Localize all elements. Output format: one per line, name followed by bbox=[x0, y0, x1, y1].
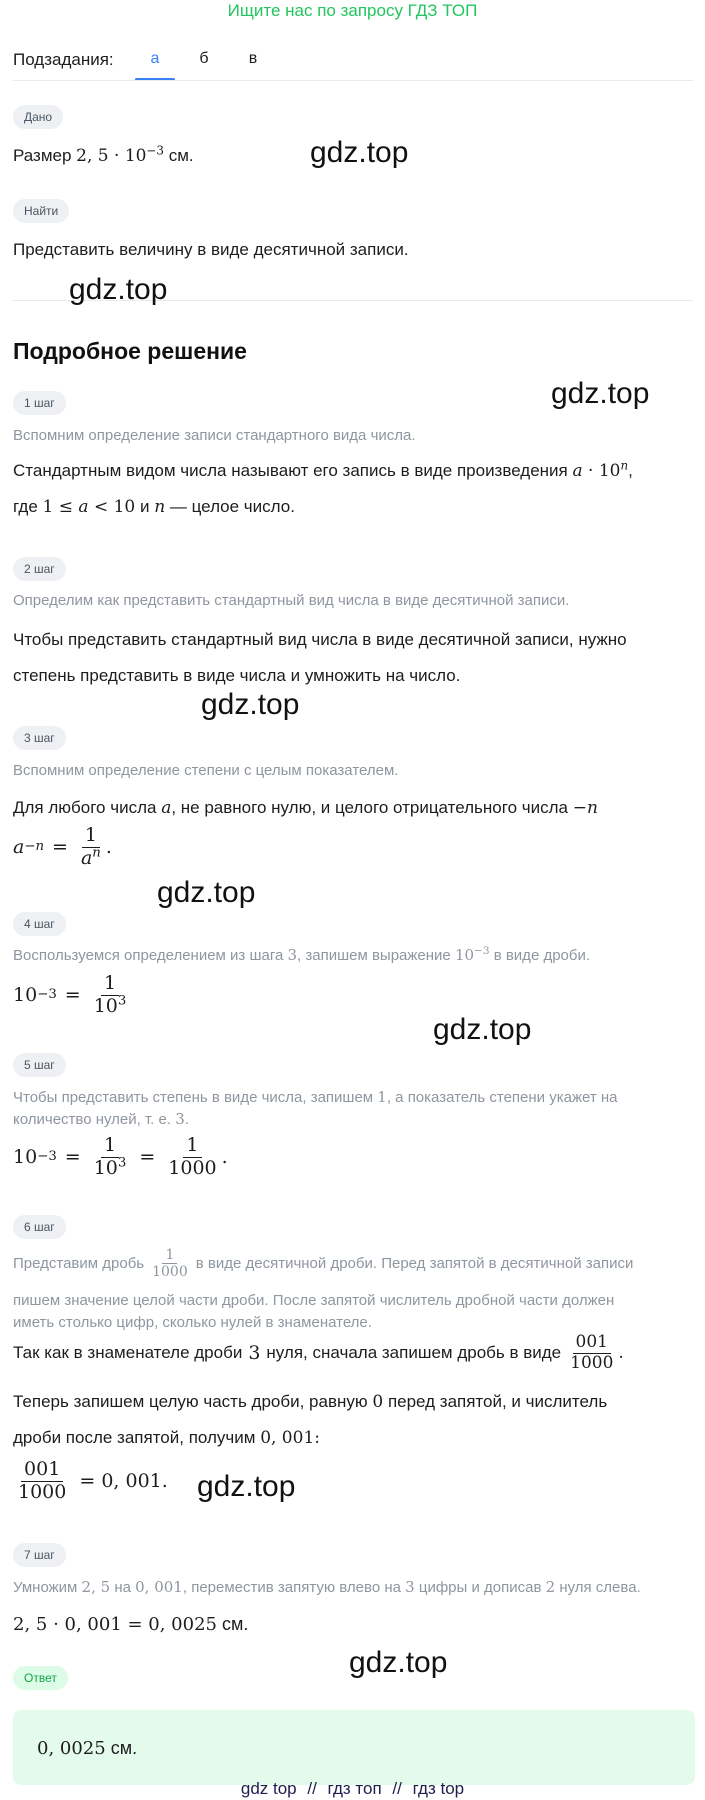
step-5-pill: 5 шаг bbox=[13, 1053, 66, 1077]
step-2-pill: 2 шаг bbox=[13, 557, 66, 581]
step-6-hint-2: пишем значение целой части дроби. После запятой числитель дробной части должен bbox=[13, 1292, 615, 1309]
step-3-hint: Вспомним определение степени с целым показателем. bbox=[13, 762, 399, 779]
solution-title: Подробное решение bbox=[13, 338, 247, 364]
step-3-formula: a −n = $\frac{1}{a^n}$ . bbox=[13, 824, 112, 869]
step-6-line-1: Так как в знаменателе дроби 3 нуля, сначала запишем дробь в виде $\frac{001}{1000}$ . bbox=[13, 1332, 624, 1373]
step-2-hint: Определим как представить стандартный вид числа в виде десятичной записи. bbox=[13, 592, 570, 609]
step-2-line-1: Чтобы представить стандартный вид числа в виде десятичной записи, нужно bbox=[13, 630, 627, 649]
footer-link-2[interactable]: гдз топ bbox=[327, 1779, 382, 1798]
step-5-hint-1: Чтобы представить степень в виде числа, запишем 1, а показатель степени укажет на bbox=[13, 1088, 618, 1106]
step-1-line-1: Стандартным видом числа называют его запись в виде произведения $a \cdot 10^n$, bbox=[13, 458, 633, 481]
step-5-hint-2: количество нулей, т. е. 3. bbox=[13, 1110, 189, 1128]
watermark: gdz.top bbox=[349, 1646, 448, 1679]
tab-v[interactable]: в bbox=[248, 50, 258, 67]
footer-link-3[interactable]: гдз top bbox=[412, 1779, 465, 1798]
watermark: gdz.top bbox=[310, 136, 409, 169]
watermark: gdz.top bbox=[551, 377, 650, 410]
given-text bbox=[13, 144, 194, 168]
given-value: 2, $5 \cdot 10^{-3}$ bbox=[76, 143, 164, 166]
tabs-divider bbox=[13, 80, 693, 81]
step-6-line-2: Теперь запишем целую часть дроби, равную 0 перед запятой, и числитель bbox=[13, 1392, 608, 1412]
given-prefix: Размер bbox=[13, 146, 72, 165]
watermark: gdz.top bbox=[197, 1470, 296, 1503]
step-6-line-3: дроби после запятой, получим 0, 001: bbox=[13, 1428, 320, 1448]
bottom-links bbox=[0, 1779, 705, 1799]
answer-text: 0, 0025 см. bbox=[37, 1738, 138, 1759]
step-7-result: 2, 5 · 0, 001 = 0, 0025 см. bbox=[13, 1614, 249, 1635]
step-4-formula: 10 −3 = $\frac{1}{10^3}$ bbox=[13, 972, 127, 1017]
step-4-hint: Воспользуемся определением из шага 3, запишем выражение $10^{-3}$ в виде дроби. bbox=[13, 945, 591, 964]
step-1-pill: 1 шаг bbox=[13, 391, 66, 415]
step-7-hint: Умножим 2, 5 на 0, 001, переместив запятую влево на 3 цифры и дописав 2 нуля слева. bbox=[13, 1578, 641, 1596]
step-6-pill: 6 шаг bbox=[13, 1215, 66, 1239]
watermark: gdz.top bbox=[201, 688, 300, 721]
watermark: gdz.top bbox=[69, 273, 168, 306]
step-6-hint-3: иметь столько цифр, сколько нулей в знаменателе. bbox=[13, 1314, 372, 1331]
tab-a[interactable]: а bbox=[150, 50, 160, 67]
step-5-formula: 10 −3 = $\frac{1}{10^3}$ = $\frac{1}{1000}$ . bbox=[13, 1134, 228, 1179]
tab-b[interactable]: б bbox=[199, 50, 209, 67]
watermark: gdz.top bbox=[157, 876, 256, 909]
step-1-line-2: где 1 ≤ a < 10 и n — целое число. bbox=[13, 497, 295, 517]
footer-link-1[interactable]: gdz top bbox=[240, 1779, 297, 1798]
find-pill: Найти bbox=[13, 199, 69, 223]
step-2-line-2: степень представить в виде числа и умножить на число. bbox=[13, 666, 461, 685]
find-text: Представить величину в виде десятичной записи. bbox=[13, 240, 409, 259]
answer-pill: Ответ bbox=[13, 1666, 68, 1690]
subtasks-label: Подзадания: bbox=[13, 50, 114, 69]
given-unit: см. bbox=[168, 146, 194, 165]
step-3-line-1: Для любого числа a, не равного нулю, и целого отрицательного числа −n bbox=[13, 798, 598, 818]
step-6-formula: $\frac{001}{1000}$ = 0, 001. bbox=[18, 1458, 168, 1503]
given-pill: Дано bbox=[13, 105, 63, 129]
step-3-pill: 3 шаг bbox=[13, 726, 66, 750]
step-7-pill: 7 шаг bbox=[13, 1543, 66, 1567]
watermark: gdz.top bbox=[433, 1013, 532, 1046]
step-4-pill: 4 шаг bbox=[13, 912, 66, 936]
step-1-hint: Вспомним определение записи стандартного вида числа. bbox=[13, 427, 416, 444]
footer-separator: // bbox=[392, 1779, 402, 1798]
top-search-hint-link[interactable]: Ищите нас по запросу ГДЗ ТОП bbox=[227, 1, 478, 20]
step-6-hint-1: Представим дробь $\frac{1}{1000}$ в виде десятичной дроби. Перед запятой в десятичной записи bbox=[13, 1247, 634, 1281]
footer-separator: // bbox=[307, 1779, 317, 1798]
